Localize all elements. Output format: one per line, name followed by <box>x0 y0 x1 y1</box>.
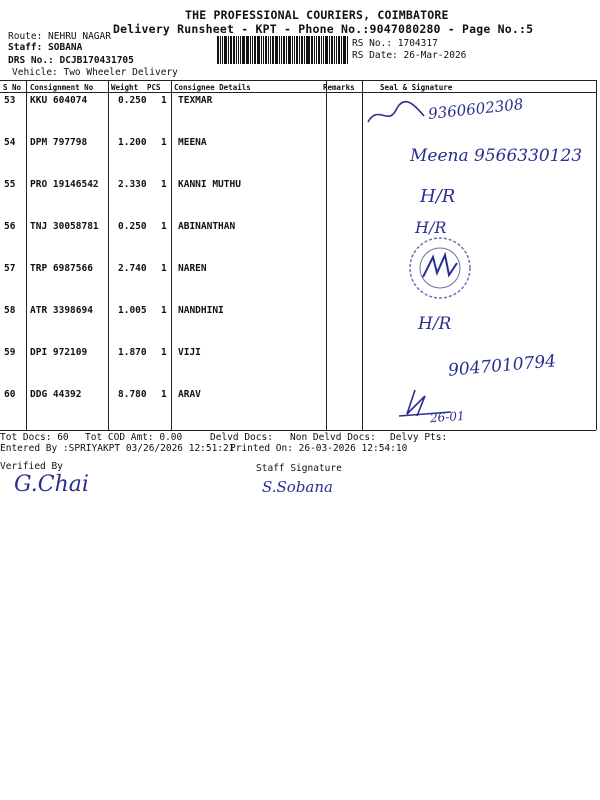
row-sno: 60 <box>4 389 16 400</box>
row-pcs: 1 <box>161 137 167 148</box>
table-top-rule <box>0 80 596 81</box>
barcode-bar <box>281 36 282 64</box>
row-consignment-no: KKU 604074 <box>30 95 88 106</box>
row-signature-scribble <box>395 388 455 418</box>
row-consignment-no: PRO 19146542 <box>30 179 99 190</box>
row-sno: 53 <box>4 95 16 106</box>
row-consignee: NAREN <box>178 263 207 274</box>
total-docs: Tot Docs: 60 <box>0 432 69 443</box>
verified-by-label: Verified By <box>0 461 63 472</box>
barcode-bar <box>311 36 313 64</box>
barcode-bar <box>250 36 251 64</box>
drs-value: DCJB170431705 <box>59 55 134 66</box>
row-handwritten-note: Meena 9566330123 <box>410 146 583 166</box>
barcode-bar <box>220 36 221 64</box>
barcode-bar <box>325 36 328 64</box>
row-handwritten-note: 26-01 <box>429 408 466 426</box>
barcode-bar <box>217 36 219 64</box>
barcode-bar <box>240 36 241 64</box>
drs-number <box>8 55 134 66</box>
row-handwritten-note: 9360602308 <box>427 95 525 123</box>
barcode-bar <box>323 36 324 64</box>
staff-signature-label: Staff Signature <box>256 463 342 474</box>
col-header-weight: Weight <box>111 83 139 92</box>
barcode-bar <box>341 36 342 64</box>
barcode-bar <box>299 36 300 64</box>
row-weight: 2.740 <box>118 263 147 274</box>
barcode-bar <box>307 36 310 64</box>
row-handwritten-note: 9047010794 <box>447 351 557 381</box>
table-bottom-rule <box>0 430 596 431</box>
row-pcs: 1 <box>161 305 167 316</box>
barcode-bar <box>343 36 346 64</box>
barcode-bar <box>279 36 280 64</box>
barcode-bar <box>304 36 305 64</box>
barcode-bar <box>252 36 253 64</box>
row-sno: 56 <box>4 221 16 232</box>
col-header-consignment: Consignment No <box>30 83 94 92</box>
col-divider <box>362 80 363 430</box>
col-divider <box>171 80 172 430</box>
barcode-bar <box>254 36 256 64</box>
col-header-sno: S No <box>3 83 22 92</box>
barcode-bar <box>347 36 348 64</box>
row-consignment-no: DDG 44392 <box>30 389 82 400</box>
barcode-bar <box>306 36 307 64</box>
row-consignee: VIJI <box>178 347 201 358</box>
row-weight: 0.250 <box>118 221 147 232</box>
route-label: Route: NEHRU NAGAR <box>8 31 111 42</box>
barcode-bar <box>272 36 274 64</box>
row-handwritten-note: H/R <box>418 314 452 334</box>
row-weight: 1.870 <box>118 347 147 358</box>
row-weight: 1.200 <box>118 137 147 148</box>
barcode-bar <box>283 36 285 64</box>
row-weight: 2.330 <box>118 179 147 190</box>
barcode-bar <box>242 36 245 64</box>
col-divider <box>108 80 109 430</box>
runsheet-title: Delivery Runsheet - KPT - Phone No.:9047080280 - Page No.:5 <box>113 22 534 36</box>
barcode-bar <box>268 36 269 64</box>
row-sno: 58 <box>4 305 16 316</box>
barcode-bar <box>288 36 291 64</box>
row-handwritten-note: H/R <box>420 186 456 207</box>
barcode-bar <box>263 36 264 64</box>
barcode <box>217 36 349 64</box>
col-header-pcs: PCS <box>147 83 161 92</box>
row-consignee: MEENA <box>178 137 207 148</box>
barcode-bar <box>294 36 295 64</box>
row-handwritten-note: H/R <box>415 218 447 237</box>
col-divider <box>326 80 327 430</box>
row-weight: 8.780 <box>118 389 147 400</box>
rs-number: RS No.: 1704317 <box>352 38 438 49</box>
rs-date: RS Date: 26-Mar-2026 <box>352 50 467 61</box>
staff-signature: S.Sobana <box>262 478 333 496</box>
barcode-bar <box>236 36 237 64</box>
company-title: THE PROFESSIONAL COURIERS, COIMBATORE <box>185 8 449 22</box>
row-sno: 59 <box>4 347 16 358</box>
col-divider <box>596 80 597 430</box>
barcode-bar <box>318 36 320 64</box>
non-delivered-docs: Non Delvd Docs: <box>290 432 376 443</box>
row-sno: 54 <box>4 137 16 148</box>
barcode-bar <box>275 36 278 64</box>
row-weight: 0.250 <box>118 95 147 106</box>
row-pcs: 1 <box>161 347 167 358</box>
barcode-bar <box>224 36 227 64</box>
printed-on: Printed On: 26-03-2026 12:54:10 <box>230 443 408 454</box>
staff-label: Staff: SOBANA <box>8 42 83 53</box>
col-header-remarks: Remarks <box>323 83 355 92</box>
delivery-seal-stamp <box>405 233 475 303</box>
barcode-bar <box>247 36 249 64</box>
row-consignee: ARAV <box>178 389 201 400</box>
row-consignment-no: TNJ 30058781 <box>30 221 99 232</box>
col-header-consignee: Consignee Details <box>174 83 251 92</box>
row-pcs: 1 <box>161 389 167 400</box>
barcode-bar <box>265 36 267 64</box>
col-header-seal: Seal & Signature <box>380 83 453 92</box>
table-header-rule <box>0 92 596 93</box>
row-consignee: ABINANTHAN <box>178 221 236 232</box>
barcode-bar <box>338 36 340 64</box>
barcode-bar <box>336 36 337 64</box>
row-pcs: 1 <box>161 221 167 232</box>
row-pcs: 1 <box>161 95 167 106</box>
entered-by: Entered By :SPRIYAKPT 03/26/2026 12:51:21 <box>0 443 235 454</box>
row-consignment-no: TRP 6987566 <box>30 263 93 274</box>
row-consignee: TEXMAR <box>178 95 213 106</box>
delivery-points: Delvy Pts: <box>390 432 448 443</box>
barcode-bar <box>246 36 247 64</box>
col-divider <box>26 80 27 430</box>
barcode-bar <box>286 36 287 64</box>
vehicle-label: Vehicle: Two Wheeler Delivery <box>12 67 178 78</box>
row-pcs: 1 <box>161 263 167 274</box>
barcode-bar <box>301 36 303 64</box>
barcode-bar <box>230 36 232 64</box>
barcode-bar <box>314 36 315 64</box>
barcode-bar <box>296 36 298 64</box>
row-signature-scribble <box>366 100 426 130</box>
row-consignment-no: DPM 797798 <box>30 137 88 148</box>
row-pcs: 1 <box>161 179 167 190</box>
barcode-bar <box>257 36 260 64</box>
barcode-bar <box>270 36 271 64</box>
drs-label: DRS No.: <box>8 55 54 66</box>
barcode-bar <box>334 36 335 64</box>
row-consignee: KANNI MUTHU <box>178 179 241 190</box>
row-consignment-no: DPI 972109 <box>30 347 88 358</box>
total-cod-amount: Tot COD Amt: 0.00 <box>85 432 183 443</box>
barcode-bar <box>321 36 322 64</box>
verified-signature: G.Chai <box>14 472 89 497</box>
barcode-bar <box>222 36 223 64</box>
row-consignee: NANDHINI <box>178 305 224 316</box>
barcode-bar <box>261 36 262 64</box>
row-weight: 1.005 <box>118 305 147 316</box>
row-sno: 57 <box>4 263 16 274</box>
barcode-bar <box>329 36 330 64</box>
barcode-bar <box>331 36 333 64</box>
row-sno: 55 <box>4 179 16 190</box>
barcode-bar <box>228 36 229 64</box>
barcode-bar <box>238 36 239 64</box>
barcode-bar <box>316 36 317 64</box>
delivered-docs: Delvd Docs: <box>210 432 273 443</box>
barcode-bar <box>233 36 235 64</box>
row-consignment-no: ATR 3398694 <box>30 305 93 316</box>
barcode-bar <box>292 36 293 64</box>
